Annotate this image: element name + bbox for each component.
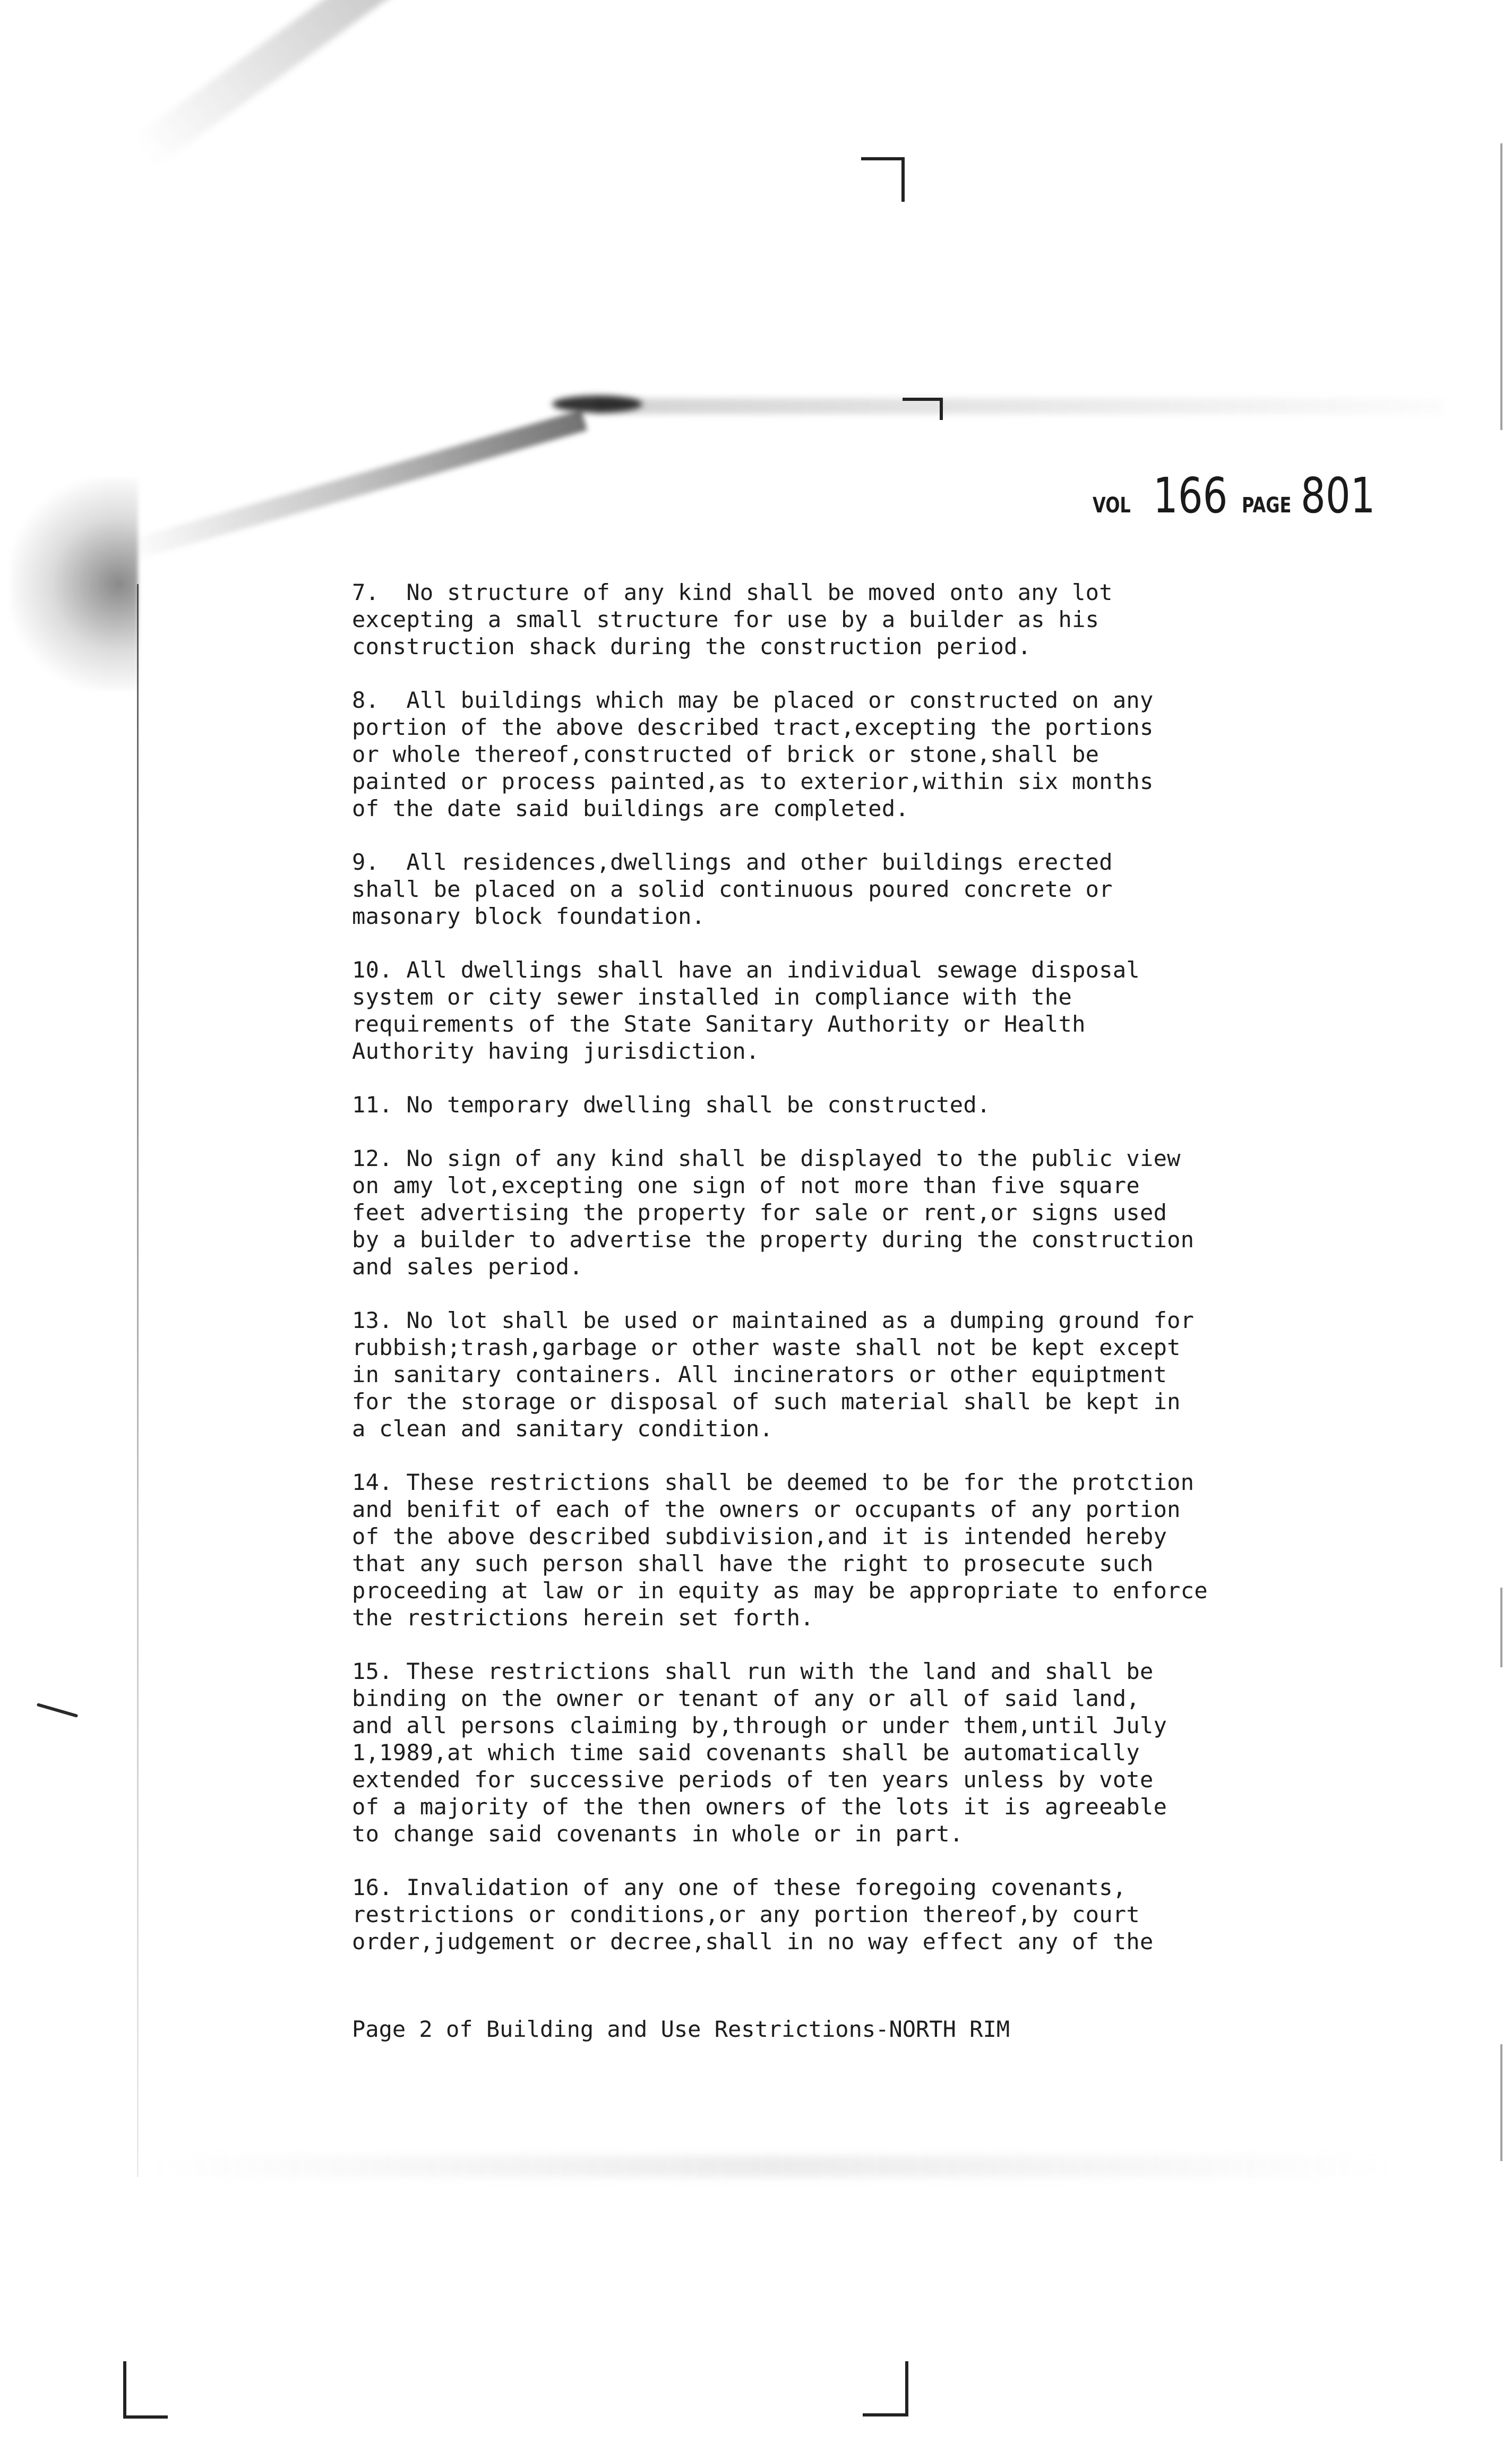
clause-line: 9. All residences,dwellings and other buildings erected — [352, 849, 1113, 875]
scan-fold-streak — [133, 0, 884, 168]
clause-line: masonary block foundation. — [352, 903, 706, 929]
clause-line: system or city sewer installed in compliance with the — [352, 984, 1072, 1010]
scan-bottom-smudge — [149, 2156, 1396, 2177]
clause-line: restrictions or conditions,or any portion thereof,by court — [352, 1901, 1140, 1927]
page-label: PAGE — [1242, 493, 1292, 518]
crop-mark-bottom-right — [863, 2361, 908, 2416]
restriction-clause — [352, 1145, 1393, 1280]
clause-line: the restrictions herein set forth. — [352, 1605, 814, 1631]
restriction-clause — [352, 687, 1393, 822]
scan-fold-streak-lower — [122, 410, 587, 562]
scan-dash-mark — [37, 1703, 79, 1718]
restriction-clause — [352, 579, 1393, 660]
clause-line: on amy lot,excepting one sign of not more than five square — [352, 1172, 1140, 1198]
clause-line: rubbish;trash,garbage or other waste shall not be kept except — [352, 1334, 1181, 1360]
scan-right-edge-mark — [1500, 1588, 1502, 1667]
clause-line: of the date said buildings are completed. — [352, 795, 909, 821]
clause-line: and benifit of each of the owners or occupants of any portion — [352, 1496, 1181, 1522]
clause-line: order,judgement or decree,shall in no way effect any of the — [352, 1929, 1154, 1955]
clause-line: a clean and sanitary condition. — [352, 1416, 774, 1442]
clause-line: extended for successive periods of ten years unless by vote — [352, 1767, 1154, 1793]
clause-line: Authority having jurisdiction. — [352, 1038, 760, 1064]
clause-line: painted or process painted,as to exterior,within six months — [352, 768, 1154, 794]
clause-line: by a builder to advertise the property during the construction — [352, 1227, 1195, 1253]
restrictions-body — [352, 579, 1393, 1982]
clause-line: shall be placed on a solid continuous poured concrete or — [352, 876, 1113, 902]
scan-fold-horizontal — [595, 398, 1444, 414]
clause-line: 7. No structure of any kind shall be moved onto any lot — [352, 579, 1113, 605]
clause-line: 14. These restrictions shall be deemed to be for the protction — [352, 1469, 1195, 1495]
clause-line: excepting a small structure for use by a builder as his — [352, 606, 1099, 632]
clause-line: 11. No temporary dwelling shall be constructed. — [352, 1092, 991, 1118]
clause-line: and sales period. — [352, 1254, 583, 1280]
clause-line: or whole thereof,constructed of brick or stone,shall be — [352, 741, 1099, 767]
clause-line: 12. No sign of any kind shall be displayed to the public view — [352, 1145, 1181, 1171]
restriction-clause — [352, 849, 1393, 930]
clause-line: binding on the owner or tenant of any or all of said land, — [352, 1685, 1140, 1711]
clause-line: portion of the above described tract,excepting the portions — [352, 714, 1154, 740]
recording-stamp — [1093, 467, 1381, 524]
restriction-clause — [352, 1658, 1393, 1847]
clause-line: of a majority of the then owners of the lots it is agreeable — [352, 1794, 1167, 1820]
clause-line: proceeding at law or in equity as may be appropriate to enforce — [352, 1578, 1208, 1604]
vol-number: 166 — [1153, 467, 1228, 524]
crop-mark-top-right-lower — [903, 398, 943, 420]
restriction-clause — [352, 1307, 1393, 1442]
clause-line: 15. These restrictions shall run with the land and shall be — [352, 1658, 1154, 1684]
scan-left-edge-line — [137, 584, 139, 2177]
clause-line: construction shack during the construction period. — [352, 633, 1032, 659]
clause-line: feet advertising the property for sale or rent,or signs used — [352, 1199, 1167, 1226]
clause-line: for the storage or disposal of such material shall be kept in — [352, 1389, 1181, 1415]
scan-fold-dark-spot — [552, 396, 642, 413]
clause-line: of the above described subdivision,and it is intended hereby — [352, 1523, 1167, 1549]
clause-line: 10. All dwellings shall have an individual sewage disposal — [352, 957, 1140, 983]
crop-mark-bottom-left — [123, 2361, 168, 2419]
clause-line: and all persons claiming by,through or under them,until July — [352, 1712, 1167, 1738]
restriction-clause — [352, 1874, 1393, 1955]
crop-mark-top-right — [861, 157, 905, 202]
clause-line: 16. Invalidation of any one of these foregoing covenants, — [352, 1874, 1127, 1900]
vol-label: VOL — [1093, 493, 1131, 518]
clause-line: to change said covenants in whole or in part. — [352, 1821, 964, 1847]
clause-line: 8. All buildings which may be placed or constructed on any — [352, 687, 1154, 713]
restriction-clause — [352, 1469, 1393, 1631]
clause-line: that any such person shall have the right to prosecute such — [352, 1550, 1154, 1576]
scan-right-edge-mark — [1500, 2044, 1502, 2161]
scan-right-edge-mark — [1500, 143, 1502, 430]
page-footer: Page 2 of Building and Use Restrictions-NORTH RIM — [352, 2016, 1010, 2042]
clause-line: in sanitary containers. All incinerators or other equiptment — [352, 1361, 1167, 1387]
clause-line: requirements of the State Sanitary Authority or Health — [352, 1011, 1086, 1037]
page-number: 801 — [1301, 467, 1376, 524]
scan-left-shadow — [11, 478, 138, 690]
clause-line: 13. No lot shall be used or maintained as a dumping ground for — [352, 1307, 1195, 1333]
restriction-clause — [352, 956, 1393, 1065]
restriction-clause — [352, 1091, 1393, 1118]
clause-line: 1,1989,at which time said covenants shall be automatically — [352, 1739, 1140, 1766]
